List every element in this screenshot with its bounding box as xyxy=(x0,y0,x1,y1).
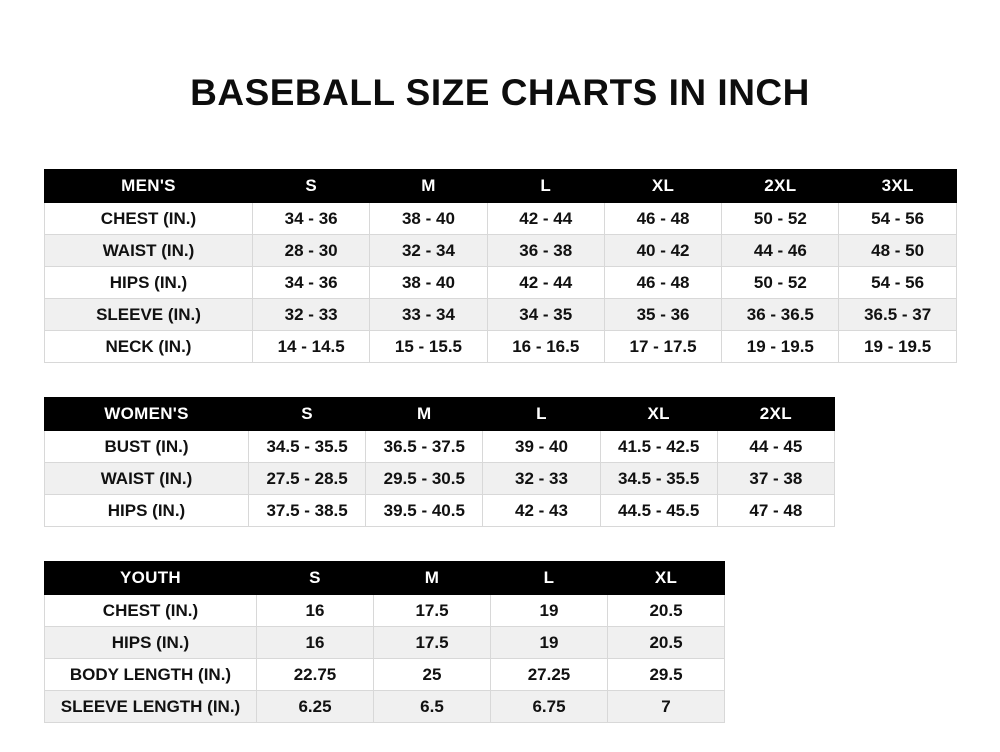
womens-waist-xl: 34.5 - 35.5 xyxy=(600,463,717,495)
womens-hips-s: 37.5 - 38.5 xyxy=(249,495,366,527)
womens-size-table xyxy=(44,397,835,527)
mens-sleeve-l: 34 - 35 xyxy=(487,299,604,331)
womens-bust-l: 39 - 40 xyxy=(483,431,600,463)
youth-table-body xyxy=(45,595,725,723)
table-spacer xyxy=(44,527,956,561)
mens-chest-s: 34 - 36 xyxy=(253,203,370,235)
youth-body-length-m: 25 xyxy=(374,659,491,691)
youth-table-header xyxy=(45,562,725,595)
table-row xyxy=(45,299,957,331)
youth-sleeve-length-l: 6.75 xyxy=(491,691,608,723)
mens-waist-3xl: 48 - 50 xyxy=(839,235,956,267)
mens-hips-l: 42 - 44 xyxy=(487,267,604,299)
youth-row-label-body-length: BODY LENGTH (IN.) xyxy=(45,659,257,691)
mens-neck-2xl: 19 - 19.5 xyxy=(722,331,839,363)
youth-chest-xl: 20.5 xyxy=(608,595,725,627)
youth-row-label-hips: HIPS (IN.) xyxy=(45,627,257,659)
mens-header-s: S xyxy=(253,170,370,203)
youth-hips-s: 16 xyxy=(257,627,374,659)
mens-sleeve-xl: 35 - 36 xyxy=(604,299,721,331)
womens-waist-l: 32 - 33 xyxy=(483,463,600,495)
youth-hips-l: 19 xyxy=(491,627,608,659)
womens-table-body xyxy=(45,431,835,527)
table-row xyxy=(45,235,957,267)
page-title: BASEBALL SIZE CHARTS IN INCH xyxy=(190,72,810,113)
mens-waist-l: 36 - 38 xyxy=(487,235,604,267)
table-header-row xyxy=(45,562,725,595)
table-row xyxy=(45,203,957,235)
mens-chest-xl: 46 - 48 xyxy=(604,203,721,235)
youth-row-label-chest: CHEST (IN.) xyxy=(45,595,257,627)
mens-header-l: L xyxy=(487,170,604,203)
womens-bust-s: 34.5 - 35.5 xyxy=(249,431,366,463)
table-row xyxy=(45,331,957,363)
mens-header-2xl: 2XL xyxy=(722,170,839,203)
mens-row-label-sleeve: SLEEVE (IN.) xyxy=(45,299,253,331)
mens-header-3xl: 3XL xyxy=(839,170,956,203)
youth-sleeve-length-m: 6.5 xyxy=(374,691,491,723)
youth-chest-s: 16 xyxy=(257,595,374,627)
tables-container xyxy=(0,169,1000,723)
table-row xyxy=(45,431,835,463)
womens-hips-l: 42 - 43 xyxy=(483,495,600,527)
mens-hips-xl: 46 - 48 xyxy=(604,267,721,299)
mens-waist-m: 32 - 34 xyxy=(370,235,487,267)
table-row xyxy=(45,463,835,495)
womens-hips-2xl: 47 - 48 xyxy=(717,495,834,527)
womens-row-label-bust: BUST (IN.) xyxy=(45,431,249,463)
womens-waist-s: 27.5 - 28.5 xyxy=(249,463,366,495)
table-header-row xyxy=(45,170,957,203)
table-row xyxy=(45,691,725,723)
mens-chest-3xl: 54 - 56 xyxy=(839,203,956,235)
youth-row-label-sleeve-length: SLEEVE LENGTH (IN.) xyxy=(45,691,257,723)
table-spacer xyxy=(44,363,956,397)
table-header-row xyxy=(45,398,835,431)
youth-header-l: L xyxy=(491,562,608,595)
table-row xyxy=(45,595,725,627)
womens-bust-m: 36.5 - 37.5 xyxy=(366,431,483,463)
youth-hips-m: 17.5 xyxy=(374,627,491,659)
youth-header-xl: XL xyxy=(608,562,725,595)
womens-bust-xl: 41.5 - 42.5 xyxy=(600,431,717,463)
youth-body-length-xl: 29.5 xyxy=(608,659,725,691)
mens-neck-3xl: 19 - 19.5 xyxy=(839,331,956,363)
mens-table-header xyxy=(45,170,957,203)
youth-header-m: M xyxy=(374,562,491,595)
table-row xyxy=(45,267,957,299)
mens-sleeve-3xl: 36.5 - 37 xyxy=(839,299,956,331)
womens-header-category: WOMEN'S xyxy=(45,398,249,431)
womens-row-label-hips: HIPS (IN.) xyxy=(45,495,249,527)
table-row xyxy=(45,627,725,659)
womens-row-label-waist: WAIST (IN.) xyxy=(45,463,249,495)
womens-header-2xl: 2XL xyxy=(717,398,834,431)
mens-chest-2xl: 50 - 52 xyxy=(722,203,839,235)
womens-waist-m: 29.5 - 30.5 xyxy=(366,463,483,495)
womens-header-m: M xyxy=(366,398,483,431)
mens-header-m: M xyxy=(370,170,487,203)
mens-sleeve-2xl: 36 - 36.5 xyxy=(722,299,839,331)
mens-header-category: MEN'S xyxy=(45,170,253,203)
mens-waist-xl: 40 - 42 xyxy=(604,235,721,267)
mens-chest-m: 38 - 40 xyxy=(370,203,487,235)
mens-chest-l: 42 - 44 xyxy=(487,203,604,235)
mens-hips-3xl: 54 - 56 xyxy=(839,267,956,299)
womens-bust-2xl: 44 - 45 xyxy=(717,431,834,463)
womens-header-s: S xyxy=(249,398,366,431)
mens-row-label-neck: NECK (IN.) xyxy=(45,331,253,363)
youth-hips-xl: 20.5 xyxy=(608,627,725,659)
womens-header-l: L xyxy=(483,398,600,431)
youth-header-category: YOUTH xyxy=(45,562,257,595)
womens-hips-xl: 44.5 - 45.5 xyxy=(600,495,717,527)
mens-size-table xyxy=(44,169,957,363)
mens-sleeve-s: 32 - 33 xyxy=(253,299,370,331)
mens-neck-l: 16 - 16.5 xyxy=(487,331,604,363)
mens-hips-2xl: 50 - 52 xyxy=(722,267,839,299)
womens-table-header xyxy=(45,398,835,431)
mens-waist-2xl: 44 - 46 xyxy=(722,235,839,267)
youth-chest-m: 17.5 xyxy=(374,595,491,627)
youth-sleeve-length-s: 6.25 xyxy=(257,691,374,723)
mens-waist-s: 28 - 30 xyxy=(253,235,370,267)
youth-size-table xyxy=(44,561,725,723)
table-row xyxy=(45,495,835,527)
womens-header-xl: XL xyxy=(600,398,717,431)
mens-neck-m: 15 - 15.5 xyxy=(370,331,487,363)
youth-chest-l: 19 xyxy=(491,595,608,627)
womens-hips-m: 39.5 - 40.5 xyxy=(366,495,483,527)
mens-neck-xl: 17 - 17.5 xyxy=(604,331,721,363)
mens-row-label-chest: CHEST (IN.) xyxy=(45,203,253,235)
mens-neck-s: 14 - 14.5 xyxy=(253,331,370,363)
womens-waist-2xl: 37 - 38 xyxy=(717,463,834,495)
youth-sleeve-length-xl: 7 xyxy=(608,691,725,723)
mens-sleeve-m: 33 - 34 xyxy=(370,299,487,331)
mens-hips-s: 34 - 36 xyxy=(253,267,370,299)
mens-table-body xyxy=(45,203,957,363)
youth-body-length-s: 22.75 xyxy=(257,659,374,691)
mens-row-label-waist: WAIST (IN.) xyxy=(45,235,253,267)
youth-header-s: S xyxy=(257,562,374,595)
mens-row-label-hips: HIPS (IN.) xyxy=(45,267,253,299)
mens-hips-m: 38 - 40 xyxy=(370,267,487,299)
youth-body-length-l: 27.25 xyxy=(491,659,608,691)
mens-header-xl: XL xyxy=(604,170,721,203)
table-row xyxy=(45,659,725,691)
